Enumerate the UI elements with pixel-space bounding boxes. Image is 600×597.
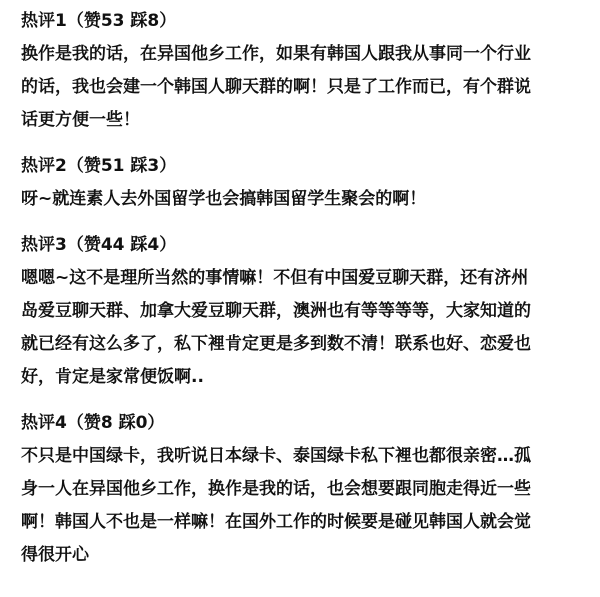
comment-header: 热评2（赞51 踩3） bbox=[21, 156, 177, 176]
comment-header: 热评3（赞44 踩4） bbox=[21, 235, 177, 255]
hot-comment-2 bbox=[21, 153, 590, 216]
comment-body: 呀~就连素人去外国留学也会搞韩国留学生聚会的啊！ bbox=[21, 189, 427, 209]
comment-body: 换作是我的话，在异国他乡工作，如果有韩国人跟我从事同一个行业 的话，我也会建一个韩国人聊天群的啊！只是了工作而已，有个群说 话更方便一些！ bbox=[21, 44, 531, 130]
comment-header: 热评4（赞8 踩0） bbox=[21, 413, 165, 433]
hot-comment-3 bbox=[21, 232, 590, 394]
hot-comment-4 bbox=[21, 410, 590, 572]
comment-body: 嗯嗯~这不是理所当然的事情嘛！不但有中国爱豆聊天群，还有济州 岛爱豆聊天群、加拿大爱豆聊天群，澳洲也有等等等等，大家知道的 就已经有这么多了，私下裡肯定更是多到数不清！联系也好、恋爱也 好，肯定是家常便饭啊.. bbox=[21, 268, 531, 387]
hot-comment-1 bbox=[21, 8, 590, 137]
comment-header: 热评1（赞53 踩8） bbox=[21, 11, 177, 31]
comment-body: 不只是中国绿卡，我听说日本绿卡、泰国绿卡私下裡也都很亲密…孤 身一人在异国他乡工作，换作是我的话，也会想要跟同胞走得近一些 啊！韩国人不也是一样嘛！在国外工作的时候要是碰见韩国人就会觉 得很开心 bbox=[21, 446, 531, 565]
